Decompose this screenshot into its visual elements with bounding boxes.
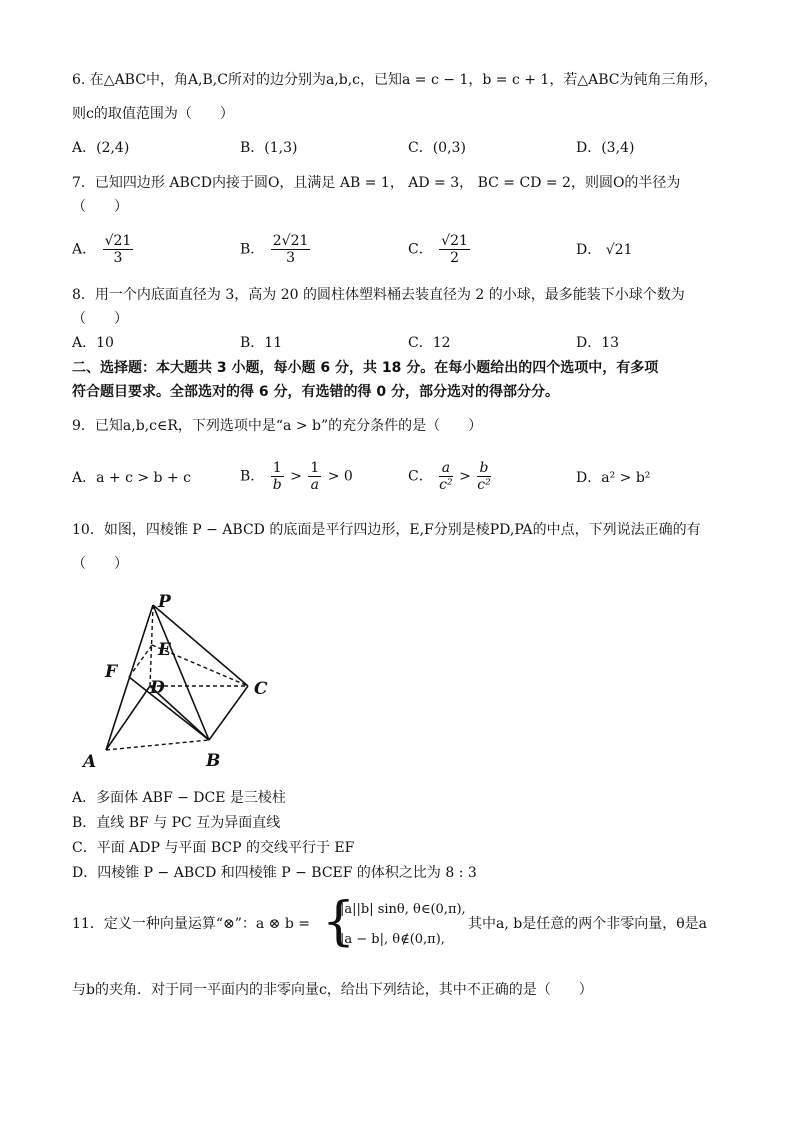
q9-c-frac2-den: c² bbox=[477, 477, 491, 493]
vertex-label-d: D bbox=[150, 678, 165, 698]
q9-b-frac1 bbox=[271, 460, 284, 493]
vertex-label-f: F bbox=[105, 662, 118, 682]
vertex-label-e: E bbox=[158, 640, 171, 660]
vertex-label-c: C bbox=[254, 679, 268, 699]
q8-option-b: B．11 bbox=[240, 335, 283, 351]
vertex-label-a: A bbox=[83, 752, 97, 772]
q8-option-d: D．13 bbox=[576, 335, 620, 351]
q7-a-num: √21 bbox=[104, 233, 132, 249]
q10-option-c: C．平面 ADP 与平面 BCP 的交线平行于 EF bbox=[72, 840, 355, 856]
q9-c-frac2-num: b bbox=[477, 460, 490, 477]
q9-option-a: A．a + c > b + c bbox=[72, 470, 191, 486]
q9-option-b-label: B． bbox=[240, 468, 265, 485]
q9-b-frac1-den: b bbox=[272, 477, 282, 493]
q9-c-gt: > bbox=[459, 468, 471, 485]
q8-stem-line1: 8．用一个内底面直径为 3，高为 20 的圆柱体塑料桶去装直径为 2 的小球，最多能装下小球个数为 bbox=[72, 287, 685, 303]
q9-b-gt: > bbox=[290, 468, 302, 485]
q9-option-b bbox=[240, 460, 353, 493]
q10-stem-line1: 10．如图，四棱锥 P − ABCD 的底面是平行四边形，E,F分别是棱PD,PA的中点，下列说法正确的有 bbox=[72, 522, 701, 538]
edge-fb bbox=[129, 677, 209, 740]
q7-option-a bbox=[72, 233, 135, 266]
q7-option-b bbox=[240, 233, 312, 266]
q7-b-num: 2√21 bbox=[272, 233, 309, 249]
q6-stem-line1: 6. 在△ABC中，角A,B,C所对的边分别为a,b,c，已知a = c − 1，b = c + 1，若△ABC为钝角三角形， bbox=[72, 72, 718, 88]
q9-c-frac1-den: c² bbox=[439, 477, 453, 493]
edge-ad bbox=[106, 686, 150, 750]
q10-stem-line2: （ ） bbox=[72, 556, 128, 572]
q9-stem: 9．已知a,b,c∈R，下列选项中是“a > b”的充分条件的是（ ） bbox=[72, 418, 483, 434]
q6-option-b: B．(1,3) bbox=[240, 140, 298, 156]
q9-b-frac1-num: 1 bbox=[272, 460, 282, 476]
q7-option-b-label: B． bbox=[240, 241, 265, 258]
q7-c-den: 2 bbox=[450, 250, 459, 266]
edge-ab bbox=[106, 740, 209, 750]
q8-option-a: A．10 bbox=[72, 335, 114, 351]
q6-option-c: C．(0,3) bbox=[408, 140, 466, 156]
vertex-label-p: P bbox=[158, 592, 171, 612]
q10-option-b: B．直线 BF 与 PC 互为异面直线 bbox=[72, 815, 281, 831]
q11-stem-line2: 与b的夹角．对于同一平面内的非零向量c，给出下列结论，其中不正确的是（ ） bbox=[72, 982, 593, 998]
edge-fe bbox=[129, 645, 152, 677]
q7-c-num: √21 bbox=[441, 233, 468, 249]
q9-b-frac2-num: 1 bbox=[310, 460, 320, 476]
q11-case-2: |a − b|, θ∉(0,π), bbox=[340, 932, 445, 947]
edge-bc bbox=[209, 686, 248, 740]
q7-option-d-value: √21 bbox=[605, 242, 633, 258]
q6-option-a: A．(2,4) bbox=[72, 140, 130, 156]
q9-b-tail: > 0 bbox=[327, 468, 353, 485]
q9-c-frac1-num: a bbox=[439, 460, 452, 477]
section-2-heading-line1: 二、选择题：本大题共 3 小题，每小题 6 分，共 18 分。在每小题给出的四个选项中，有多项 bbox=[72, 360, 659, 376]
q9-option-c bbox=[408, 460, 493, 493]
q6-option-d: D．(3,4) bbox=[576, 140, 635, 156]
q9-b-frac2 bbox=[308, 460, 321, 493]
q9-c-frac1 bbox=[439, 460, 452, 493]
q10-option-a: A．多面体 ABF − DCE 是三棱柱 bbox=[72, 790, 286, 806]
q7-option-d bbox=[576, 240, 632, 260]
q7-stem-line1: 7．已知四边形 ABCD内接于圆O，且满足 AB = 1， AD = 3， BC = CD = 2，则圆O的半径为 bbox=[72, 175, 681, 191]
q11-stem-lead: 11．定义一种向量运算“⊗”：a ⊗ b = bbox=[72, 916, 310, 932]
pyramid-figure bbox=[70, 585, 290, 775]
q11-brace: { bbox=[322, 892, 356, 952]
q9-b-frac2-den: a bbox=[310, 477, 319, 493]
q10-option-d: D．四棱锥 P − ABCD 和四棱锥 P − BCEF 的体积之比为 8 : 3 bbox=[72, 865, 477, 881]
q7-option-c-fraction bbox=[439, 233, 470, 266]
q7-stem-line2: （ ） bbox=[72, 199, 128, 215]
q7-b-den: 3 bbox=[286, 250, 296, 266]
q11-case-1: |a||b| sinθ, θ∈(0,π), bbox=[340, 902, 466, 917]
q9-option-d: D．a² > b² bbox=[576, 470, 651, 486]
section-2-heading-line2: 符合题目要求。全部选对的得 6 分，有选错的得 0 分，部分选对的得部分分。 bbox=[72, 384, 559, 400]
q8-stem-line2: （ ） bbox=[72, 311, 128, 327]
q7-option-d-label: D． bbox=[576, 242, 602, 258]
q7-option-a-label: A． bbox=[72, 241, 97, 258]
q11-stem-tail: 其中a, b是任意的两个非零向量，θ是a bbox=[468, 916, 707, 932]
vertex-label-b: B bbox=[206, 751, 221, 771]
edge-pb bbox=[153, 605, 209, 740]
q7-option-b-fraction bbox=[271, 233, 311, 266]
q7-option-c-label: C． bbox=[408, 241, 433, 258]
q9-option-c-label: C． bbox=[408, 468, 433, 485]
q7-option-c bbox=[408, 233, 472, 266]
q8-option-c: C．12 bbox=[408, 335, 451, 351]
q7-a-den: 3 bbox=[113, 250, 123, 266]
q9-c-frac2 bbox=[477, 460, 490, 493]
q7-option-a-fraction bbox=[103, 233, 134, 266]
q6-stem-line2: 则c的取值范围为（ ） bbox=[72, 106, 234, 122]
